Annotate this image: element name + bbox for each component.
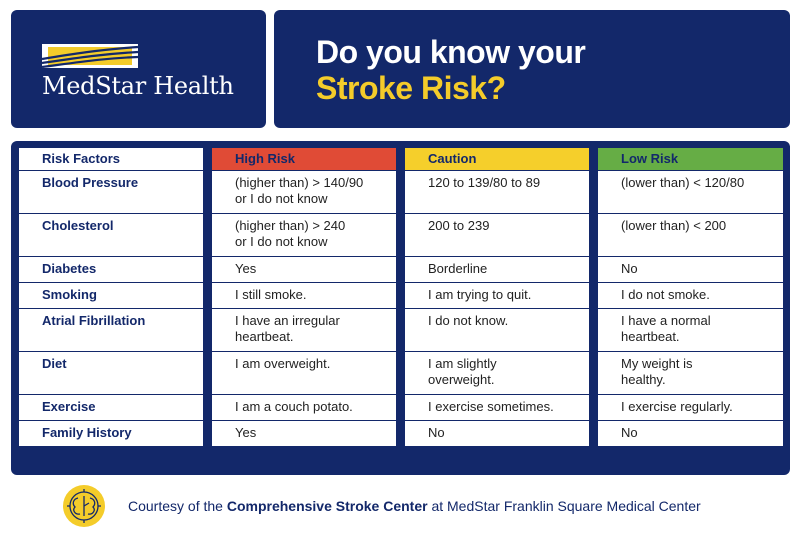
column-gap	[590, 421, 598, 447]
column-gap	[590, 395, 598, 421]
cell-line: My weight is	[621, 356, 693, 371]
low-cell	[598, 395, 784, 421]
column-gap	[397, 283, 405, 309]
cell-line: Borderline	[428, 261, 488, 276]
column-header-high-risk: High Risk	[212, 148, 397, 171]
table-header-row	[19, 148, 784, 171]
column-gap	[204, 309, 212, 352]
footer-credit	[128, 498, 701, 514]
table-row	[19, 395, 784, 421]
brain-clock-icon	[62, 484, 106, 528]
low-cell	[598, 283, 784, 309]
column-gap	[204, 421, 212, 447]
table-row	[19, 171, 784, 214]
caution-cell	[405, 283, 590, 309]
column-gap	[204, 171, 212, 214]
cell-line: I have a normal	[621, 313, 711, 328]
cell-line: No	[621, 261, 638, 276]
high-cell	[212, 395, 397, 421]
cell-line: I am slightly	[428, 356, 497, 371]
table-row	[19, 257, 784, 283]
high-cell	[212, 283, 397, 309]
cell-line: (lower than) < 120/80	[621, 175, 745, 190]
cell-line: Yes	[235, 425, 257, 440]
caution-cell	[405, 214, 590, 257]
table-row	[19, 283, 784, 309]
cell-line: I exercise sometimes.	[428, 399, 554, 414]
risk-factor-cell: Atrial Fibrillation	[19, 309, 204, 352]
column-gap	[590, 283, 598, 309]
column-header-low-risk: Low Risk	[598, 148, 784, 171]
risk-table	[18, 147, 784, 447]
footer-suffix: at MedStar Franklin Square Medical Center	[427, 498, 701, 514]
column-gap	[204, 395, 212, 421]
cell-line: Yes	[235, 261, 257, 276]
cell-line: or I do not know	[235, 234, 328, 249]
column-gap	[397, 171, 405, 214]
cell-line: No	[428, 425, 445, 440]
column-gap	[204, 257, 212, 283]
table-row	[19, 352, 784, 395]
risk-factor-cell: Exercise	[19, 395, 204, 421]
cell-line: (lower than) < 200	[621, 218, 727, 233]
cell-line: or I do not know	[235, 191, 328, 206]
column-gap	[204, 148, 212, 171]
cell-line: I am overweight.	[235, 356, 331, 371]
cell-line: I still smoke.	[235, 287, 307, 302]
column-header-risk-factors: Risk Factors	[19, 148, 204, 171]
cell-line: heartbeat.	[235, 329, 294, 344]
caution-cell	[405, 171, 590, 214]
high-cell	[212, 421, 397, 447]
cell-line: healthy.	[621, 372, 666, 387]
table-row	[19, 421, 784, 447]
risk-factor-cell: Cholesterol	[19, 214, 204, 257]
low-cell	[598, 257, 784, 283]
column-gap	[397, 352, 405, 395]
column-gap	[397, 214, 405, 257]
column-gap	[590, 171, 598, 214]
cell-line: 120 to 139/80 to 89	[428, 175, 541, 190]
high-cell	[212, 257, 397, 283]
caution-cell	[405, 395, 590, 421]
cell-line: (higher than) > 140/90	[235, 175, 364, 190]
high-cell	[212, 352, 397, 395]
caution-cell	[405, 309, 590, 352]
caution-cell	[405, 421, 590, 447]
cell-line: (higher than) > 240	[235, 218, 346, 233]
risk-factor-cell: Diet	[19, 352, 204, 395]
title-line-1: Do you know your	[316, 34, 586, 70]
logo-panel	[11, 10, 266, 128]
column-gap	[204, 352, 212, 395]
column-gap	[204, 214, 212, 257]
title-panel	[274, 10, 790, 128]
cell-line: 200 to 239	[428, 218, 490, 233]
cell-line: I exercise regularly.	[621, 399, 733, 414]
caution-cell	[405, 257, 590, 283]
high-cell	[212, 214, 397, 257]
low-cell	[598, 214, 784, 257]
logo-text: MedStar Health	[42, 72, 234, 100]
high-cell	[212, 309, 397, 352]
column-gap	[590, 214, 598, 257]
caution-cell	[405, 352, 590, 395]
risk-factor-cell: Diabetes	[19, 257, 204, 283]
cell-line: heartbeat.	[621, 329, 680, 344]
cell-line: I am trying to quit.	[428, 287, 532, 302]
footer-center-name: Comprehensive Stroke Center	[226, 498, 428, 514]
column-gap	[397, 148, 405, 171]
low-cell	[598, 421, 784, 447]
low-cell	[598, 352, 784, 395]
column-gap	[397, 395, 405, 421]
table-row	[19, 214, 784, 257]
column-header-caution: Caution	[405, 148, 590, 171]
low-cell	[598, 171, 784, 214]
risk-factor-cell: Blood Pressure	[19, 171, 204, 214]
high-cell	[212, 171, 397, 214]
risk-table-body	[19, 171, 784, 447]
column-gap	[397, 309, 405, 352]
column-gap	[397, 257, 405, 283]
column-gap	[397, 421, 405, 447]
low-cell	[598, 309, 784, 352]
column-gap	[590, 148, 598, 171]
medstar-logo-icon	[42, 44, 138, 68]
cell-line: I am a couch potato.	[235, 399, 353, 414]
column-gap	[204, 283, 212, 309]
risk-factor-cell: Smoking	[19, 283, 204, 309]
title-line-2: Stroke Risk?	[316, 70, 506, 106]
cell-line: overweight.	[428, 372, 495, 387]
footer-prefix: Courtesy of the	[128, 498, 227, 514]
risk-factor-cell: Family History	[19, 421, 204, 447]
table-row	[19, 309, 784, 352]
cell-line: I do not know.	[428, 313, 509, 328]
cell-line: I do not smoke.	[621, 287, 710, 302]
cell-line: I have an irregular	[235, 313, 340, 328]
column-gap	[590, 352, 598, 395]
column-gap	[590, 257, 598, 283]
risk-table-panel	[11, 141, 790, 475]
column-gap	[590, 309, 598, 352]
cell-line: No	[621, 425, 638, 440]
